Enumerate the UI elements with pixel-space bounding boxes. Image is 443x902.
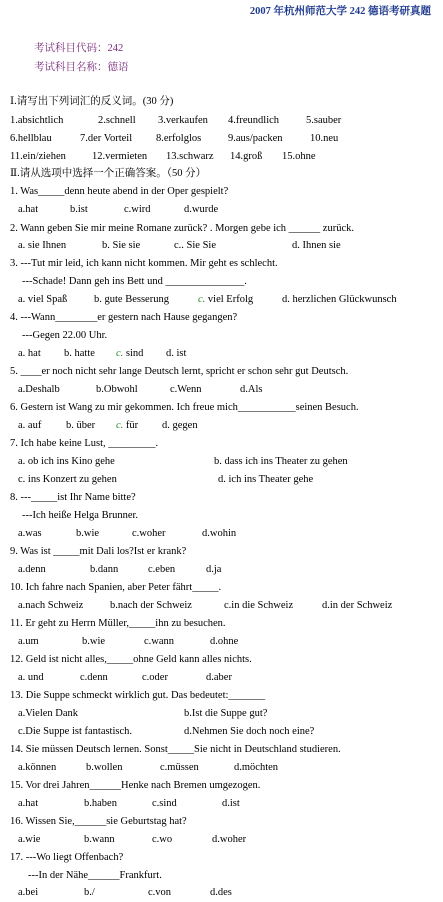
option: a.hat <box>18 204 39 215</box>
option: b.wie <box>76 528 100 539</box>
option: b. Sie sie <box>102 240 141 251</box>
vocab-item: 3.verkaufen <box>158 115 208 126</box>
option: a. und <box>18 672 44 683</box>
option: d.in der Schweiz <box>322 600 393 611</box>
question-14: 14. Sie müssen Deutsch lernen. Sonst_____Sie nicht in Deutschland studieren. <box>10 744 341 755</box>
option: c.müssen <box>160 762 199 773</box>
option: c.. Sie Sie <box>174 240 216 251</box>
option: b.wie <box>82 636 106 647</box>
option: d. Ihnen sie <box>292 240 341 251</box>
option: b.Ist die Suppe gut? <box>184 708 268 719</box>
option: b.dann <box>90 564 119 575</box>
option: a.hat <box>18 798 39 809</box>
option: a.was <box>18 528 42 539</box>
option: c.von <box>148 887 172 898</box>
option: b. hatte <box>64 348 95 359</box>
question-4-reply: ---Gegen 22.00 Uhr. <box>22 330 108 341</box>
option: c. für <box>116 420 139 431</box>
option: c.Wenn <box>170 384 202 395</box>
option: d.wurde <box>184 204 219 215</box>
option: d.ja <box>206 564 222 575</box>
section2-title: Ⅱ.请从选项中选择一个正确答案。（50 分） <box>10 168 207 179</box>
vocab-item: 9.aus/packen <box>228 133 283 144</box>
option: b. dass ich ins Theater zu gehen <box>214 456 348 467</box>
question-6: 6. Gestern ist Wang zu mir gekommen. Ich freue mich___________seinen Besuch. <box>10 402 359 413</box>
vocab-item: 5.sauber <box>306 115 342 126</box>
question-5: 5. ____er noch nicht sehr lange Deutsch lernt, spricht er schon sehr gut Deutsch. <box>10 366 349 377</box>
exam-name-label: 考试科目名称：德语 <box>34 62 129 73</box>
option: a.nach Schweiz <box>18 600 84 611</box>
question-12: 12. Geld ist nicht alles,_____ohne Geld kann alles nichts. <box>10 654 252 665</box>
question-8-reply: ---Ich heiße Helga Brunner. <box>22 510 139 521</box>
option: a.um <box>18 636 39 647</box>
option: b.Obwohl <box>96 384 138 395</box>
question-3: 3. ---Tut mir leid, ich kann nicht kommen. Mir geht es schlecht. <box>10 258 278 269</box>
vocab-item: 7.der Vorteil <box>80 133 133 144</box>
option: a.wie <box>18 834 41 845</box>
option: b.nach der Schweiz <box>110 600 192 611</box>
question-2: 2. Wann geben Sie mir meine Romane zurück? . Morgen gebe ich ______ zurück. <box>10 223 355 234</box>
option: a.können <box>18 762 57 773</box>
question-3-reply: ---Schade! Dann geh ins Bett und _______________. <box>22 276 247 287</box>
question-16: 16. Wissen Sie,______sie Geburtstag hat? <box>10 816 187 827</box>
option: d. gegen <box>162 420 198 431</box>
question-8: 8. ---_____ist Ihr Name bitte? <box>10 492 136 503</box>
option: b.wann <box>84 834 115 845</box>
option: c.wann <box>144 636 175 647</box>
option: d. ist <box>166 348 187 359</box>
exam-code-label: 考试科目代码：242 <box>34 43 124 54</box>
vocab-item: 8.erfolglos <box>156 133 202 144</box>
option: c.woher <box>132 528 166 539</box>
option: b. über <box>66 420 96 431</box>
option: a. ob ich ins Kino gehe <box>18 456 115 467</box>
question-1: 1. Was_____denn heute abend in der Oper gespielt? <box>10 186 229 197</box>
question-17: 17. ---Wo liegt Offenbach? <box>10 852 124 863</box>
vocab-item: 4.freundlich <box>228 115 280 126</box>
option: d.möchten <box>234 762 279 773</box>
option: d.Nehmen Sie doch noch eine? <box>184 726 315 737</box>
option: d.ist <box>222 798 240 809</box>
question-13: 13. Die Suppe schmeckt wirklich gut. Das bedeutet:_______ <box>10 690 266 701</box>
question-17-reply: ---In der Nähe______Frankfurt. <box>28 870 162 881</box>
option: d.aber <box>206 672 232 683</box>
option: c. ins Konzert zu gehen <box>18 474 117 485</box>
option: c.eben <box>148 564 176 575</box>
option: c.sind <box>152 798 177 809</box>
option: b.wollen <box>86 762 123 773</box>
vocab-item: 11.ein/ziehen <box>10 151 66 162</box>
question-7: 7. Ich habe keine Lust, _________. <box>10 438 159 449</box>
question-15: 15. Vor drei Jahren______Henke nach Bremen umgezogen. <box>10 780 261 791</box>
question-9: 9. Was ist _____mit Dali los?Ist er krank? <box>10 546 187 557</box>
option: a.denn <box>18 564 46 575</box>
option: c.in die Schweiz <box>224 600 294 611</box>
option: a. viel Spaß <box>18 294 68 305</box>
option: d.ohne <box>210 636 239 647</box>
option: d. herzlichen Glückwunsch <box>282 294 397 305</box>
option: c.denn <box>80 672 108 683</box>
option: a. auf <box>18 420 42 431</box>
vocab-item: 2.schnell <box>98 115 136 126</box>
option: b.ist <box>70 204 88 215</box>
option: c.wo <box>152 834 173 845</box>
option: b. gute Besserung <box>94 294 169 305</box>
vocab-item: 15.ohne <box>282 151 316 162</box>
page-header-title: 2007 年杭州师范大学 242 德语考研真题 <box>249 6 431 17</box>
option: b.haben <box>84 798 117 809</box>
option: d.Als <box>240 384 263 395</box>
option: a.Deshalb <box>18 384 60 395</box>
question-4: 4. ---Wann________er gestern nach Hause gegangen? <box>10 312 238 323</box>
option: a. hat <box>18 348 41 359</box>
vocab-item: 12.vermieten <box>92 151 148 162</box>
option: d.wohin <box>202 528 237 539</box>
question-10: 10. Ich fahre nach Spanien, aber Peter fährt_____. <box>10 582 222 593</box>
option: c.wird <box>124 204 151 215</box>
option: d.woher <box>212 834 247 845</box>
vocab-item: 6.hellblau <box>10 133 52 144</box>
vocab-item: 10.neu <box>310 133 339 144</box>
question-11: 11. Er geht zu Herrn Müller,_____ihn zu besuchen. <box>10 618 226 629</box>
option: c. viel Erfolg <box>198 294 254 305</box>
option: a. sie Ihnen <box>18 240 67 251</box>
vocab-item: 13.schwarz <box>166 151 214 162</box>
vocab-item: 1.absichtlich <box>10 115 64 126</box>
option: a.bei <box>18 887 39 898</box>
option: c. sind <box>116 348 144 359</box>
option: a.Vielen Dank <box>18 708 79 719</box>
option: d.des <box>210 887 232 898</box>
section1-title: Ⅰ.请写出下列词汇的反义词。(30 分) <box>10 96 174 107</box>
option: d. ich ins Theater gehe <box>218 474 314 485</box>
option: c.oder <box>142 672 168 683</box>
option: c.Die Suppe ist fantastisch. <box>18 726 133 737</box>
option: b./ <box>84 887 95 898</box>
vocab-item: 14.groß <box>230 151 263 162</box>
